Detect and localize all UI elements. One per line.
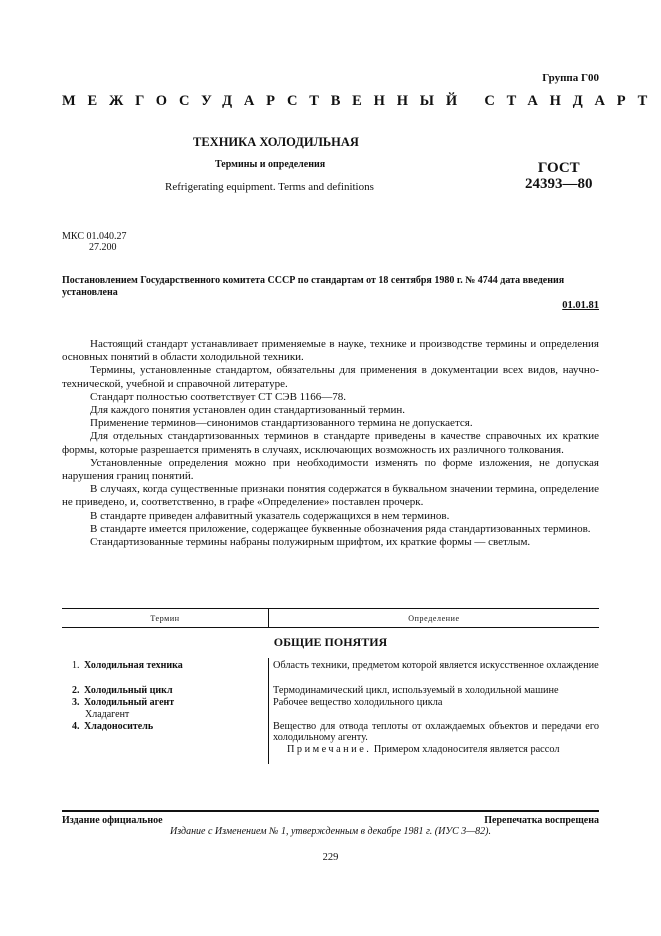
intro-paragraph: В случаях, когда существенные признаки понятия содержатся в буквальном значении термина, определение не приведено, и, соответственно, в графе «Определение» поставлен прочерк. — [62, 483, 599, 509]
definition-entry: Термодинамический цикл, используемый в холодильной машине — [273, 685, 559, 696]
term-entry — [72, 660, 183, 671]
term-number: 2. — [72, 685, 80, 696]
table-top-rule — [62, 608, 599, 609]
definition-entry: Рабочее вещество холодильного цикла — [273, 697, 443, 708]
note-label: Примечание. — [287, 743, 372, 755]
note-text: Примером хладоносителя является рассол — [373, 743, 560, 755]
term-name: Холодильный агент — [84, 697, 175, 708]
footer-reprint-notice: Перепечатка воспрещена — [484, 815, 599, 826]
intro-paragraph: Стандартизованные термины набраны полужирным шрифтом, их краткие формы — светлым. — [90, 536, 531, 549]
intro-paragraph: Для каждого понятия установлен один стандартизованный термин. — [90, 404, 405, 417]
term-entry — [72, 685, 173, 696]
document-subtitle: Термины и определения — [215, 159, 326, 170]
mks-code-1: МКС 01.040.27 — [62, 231, 127, 242]
term-name: Хладоноситель — [84, 721, 154, 732]
term-name: Холодильный цикл — [84, 685, 173, 696]
mks-codes — [62, 231, 126, 253]
definition-entry: Область техники, предметом которой является искусственное охлаждение — [273, 660, 599, 671]
table-column-divider — [268, 658, 269, 764]
gost-code: 24393—80 — [525, 176, 593, 192]
term-number: 4. — [72, 721, 80, 732]
document-title: ТЕХНИКА ХОЛОДИЛЬНАЯ — [193, 135, 359, 149]
english-title: Refrigerating equipment. Terms and definitions — [165, 181, 374, 193]
term-name: Холодильная техника — [84, 660, 183, 671]
definition-note — [273, 744, 599, 755]
column-header-term: Термин — [150, 614, 180, 623]
intro-text — [62, 338, 599, 549]
intro-paragraph: Настоящий стандарт устанавливает применяемые в науке, технике и производстве термины и определения основных понятий в области холодильной техники. — [62, 338, 599, 364]
standard-banner: МЕЖГОСУДАРСТВЕННЫЙ СТАНДАРТ — [62, 93, 660, 109]
term-entry — [72, 721, 153, 732]
term-short-form: Хладагент — [85, 709, 130, 720]
gost-number — [525, 160, 593, 192]
intro-paragraph: В стандарте имеется приложение, содержащее буквенные обозначения ряда стандартизованных терминов. — [90, 522, 591, 535]
group-code: Группа Г00 — [542, 72, 599, 84]
term-number: 1. — [72, 660, 80, 671]
table-header-rule — [62, 627, 599, 628]
intro-paragraph: Стандарт полностью соответствует СТ СЭВ 1166—78. — [90, 390, 346, 403]
term-number: 3. — [72, 697, 80, 708]
column-header-definition: Определение — [408, 614, 460, 623]
footer-amendment-note: Издание с Изменением № 1, утвержденным в декабре 1981 г. (ИУС 3—82). — [170, 826, 491, 837]
introduction-date: 01.01.81 — [562, 300, 599, 311]
intro-paragraph: Применение терминов—синонимов стандартизованного термина не допускается. — [90, 417, 473, 430]
intro-paragraph: В стандарте приведен алфавитный указатель содержащихся в нем терминов. — [90, 509, 450, 522]
intro-paragraph: Термины, установленные стандартом, обязательны для применения в документации всех видов, научно-технической, учебной и справочной литературе. — [62, 364, 599, 390]
section-heading: ОБЩИЕ ПОНЯТИЯ — [273, 635, 388, 649]
definition-entry — [273, 721, 599, 755]
mks-code-2: 27.200 — [89, 242, 117, 253]
definition-text: Вещество для отвода теплоты от охлаждаемых объектов и передачи его холодильному агенту. — [273, 721, 599, 744]
intro-paragraph: Для отдельных стандартизованных терминов в стандарте приведены в качестве справочных их краткие формы, которые разрешается применять в случаях, исключающих возможность их различного толкования. — [62, 430, 599, 456]
footer-official-edition: Издание официальное — [62, 815, 163, 826]
decree-text: Постановлением Государственного комитета СССР по стандартам от 18 сентября 1980 г. № 4744 дата введения установлена — [62, 275, 565, 298]
gost-label: ГОСТ — [537, 160, 580, 176]
intro-paragraph: Установленные определения можно при необходимости изменять по форме изложения, не допуская нарушения границ понятий. — [62, 456, 599, 483]
page-number: 229 — [322, 852, 339, 863]
term-entry — [72, 697, 174, 708]
footer-rule — [62, 810, 599, 812]
